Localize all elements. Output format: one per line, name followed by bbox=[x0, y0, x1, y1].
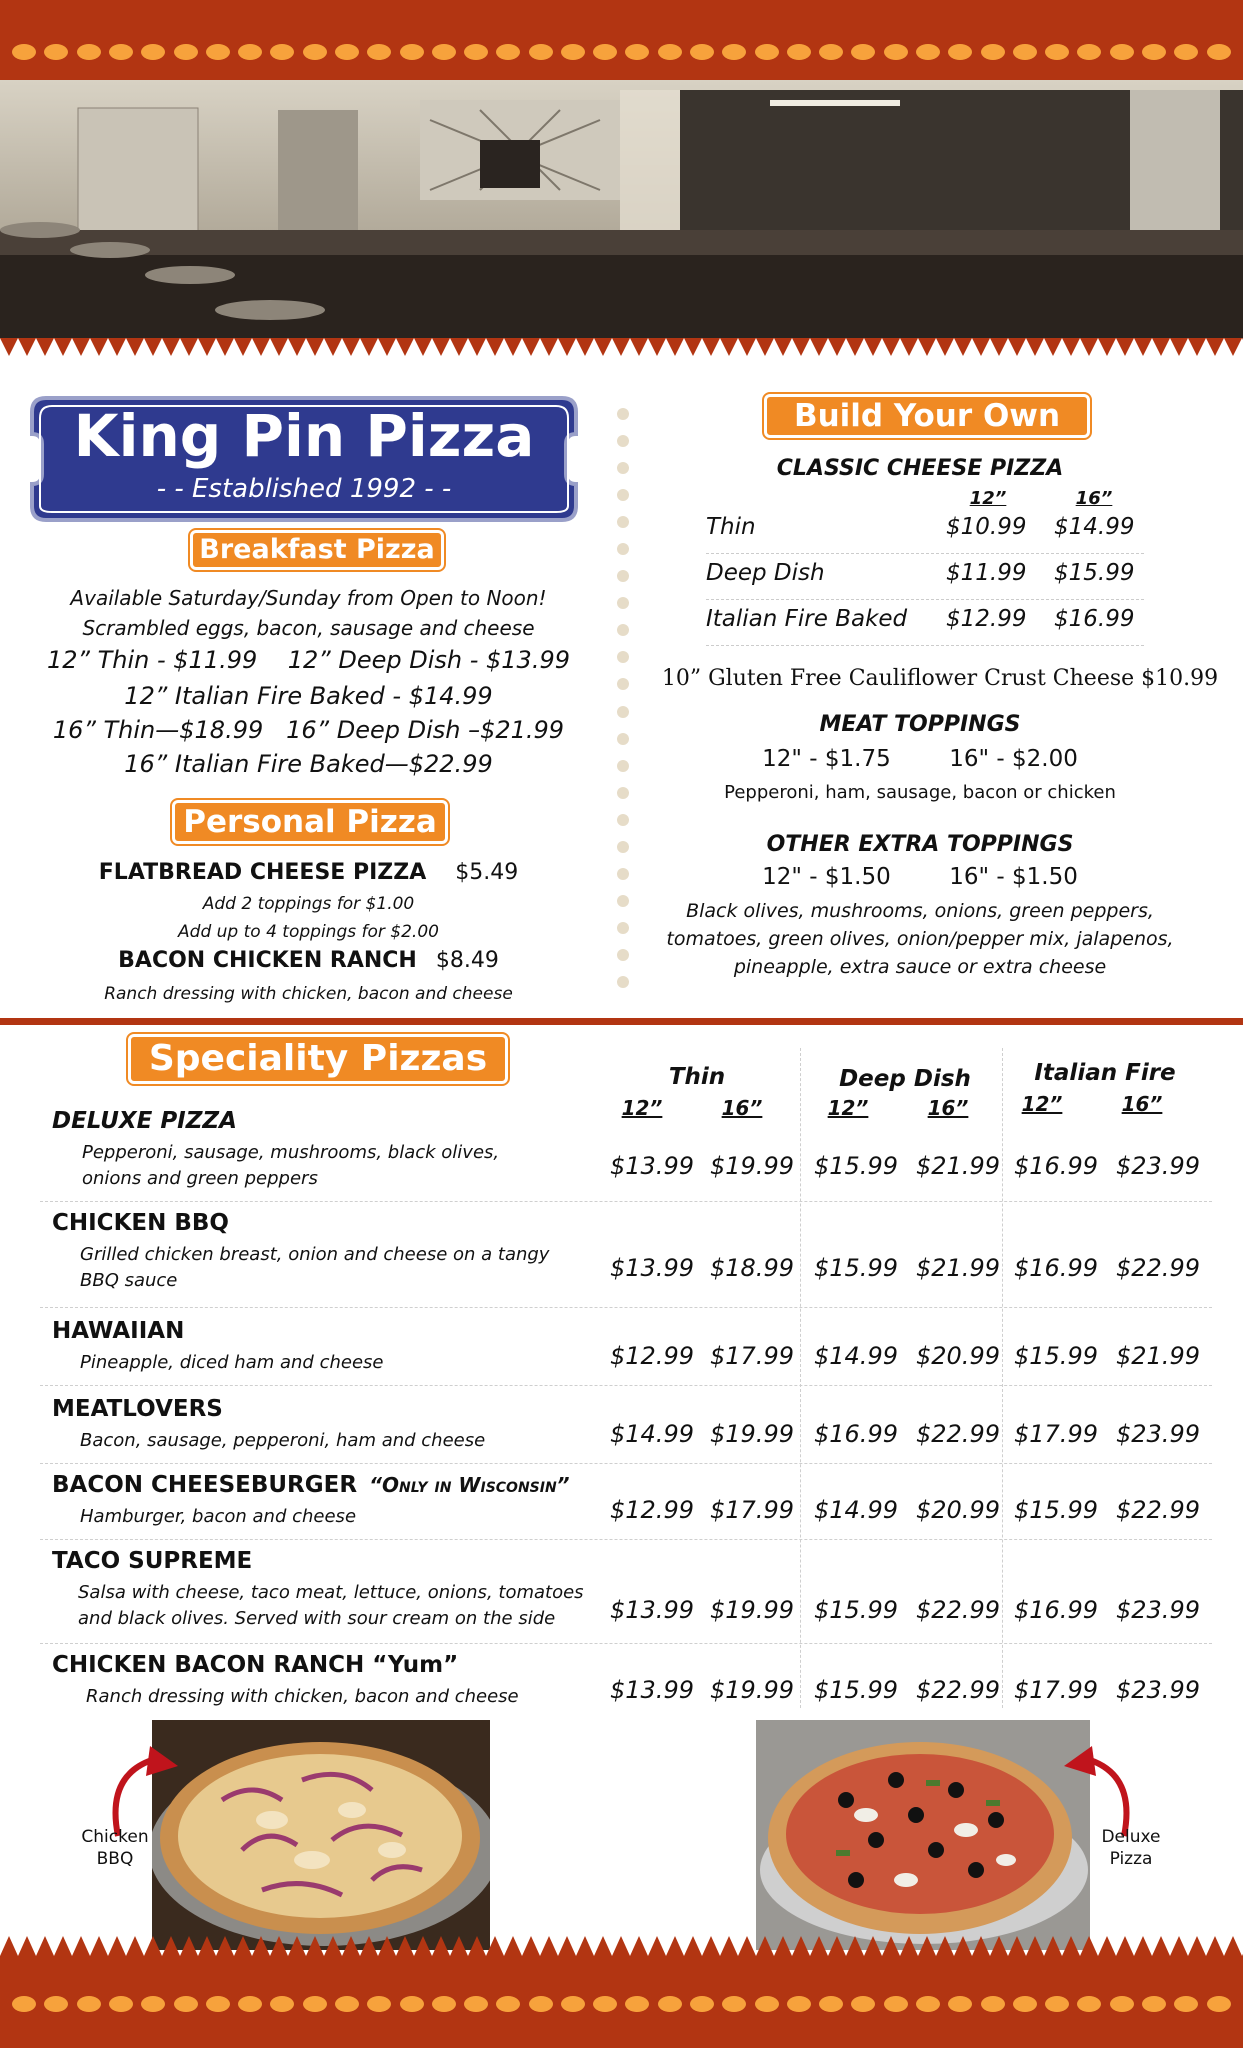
border-dot bbox=[1142, 44, 1166, 60]
border-dot bbox=[529, 44, 553, 60]
divider-dot bbox=[617, 733, 629, 745]
border-dot bbox=[174, 1996, 198, 2012]
border-dot bbox=[109, 44, 133, 60]
other-toppings-list-1: Black olives, mushrooms, onions, green peppers, bbox=[686, 900, 1154, 922]
border-dot bbox=[916, 44, 940, 60]
border-dot bbox=[916, 1996, 940, 2012]
pizza-price: $22.99 bbox=[916, 1596, 1000, 1624]
border-dot bbox=[755, 44, 779, 60]
border-dot bbox=[884, 1996, 908, 2012]
chicken-bbq-caption: Chicken BBQ bbox=[81, 1827, 149, 1869]
byo-col-16: 16” bbox=[1075, 488, 1113, 509]
border-dot bbox=[1110, 44, 1134, 60]
border-dot bbox=[722, 1996, 746, 2012]
zigzag-divider-top bbox=[0, 338, 1243, 366]
flatbread-name: FLATBREAD CHEESE PIZZA bbox=[98, 860, 427, 885]
speciality-row bbox=[40, 1464, 1212, 1540]
byo-row bbox=[706, 554, 1144, 600]
pizza-price: $17.99 bbox=[1014, 1676, 1098, 1704]
byo-row bbox=[706, 600, 1144, 646]
byo-price-16: $15.99 bbox=[1054, 560, 1135, 586]
border-dot bbox=[1142, 1996, 1166, 2012]
byo-price-12: $11.99 bbox=[946, 560, 1027, 586]
border-dot bbox=[1077, 44, 1101, 60]
pizza-name: HAWAIIAN bbox=[52, 1318, 185, 1344]
pizza-description: Ranch dressing with chicken, bacon and cheese bbox=[86, 1686, 519, 1707]
established-tagline: - - Established 1992 - - bbox=[156, 474, 452, 504]
bacon-chicken-ranch-price: $8.49 bbox=[435, 948, 499, 973]
personal-add-2-toppings: Add 2 toppings for $1.00 bbox=[202, 894, 415, 914]
size-12-header: 12” bbox=[621, 1096, 663, 1120]
border-dot bbox=[981, 1996, 1005, 2012]
border-dot bbox=[722, 44, 746, 60]
border-dot bbox=[496, 1996, 520, 2012]
border-dot bbox=[303, 1996, 327, 2012]
pizza-price: $19.99 bbox=[710, 1420, 794, 1448]
byo-col-12: 12” bbox=[969, 488, 1007, 509]
pizza-price: $17.99 bbox=[710, 1496, 794, 1524]
pizza-price: $23.99 bbox=[1116, 1596, 1200, 1624]
divider-dot bbox=[617, 841, 629, 853]
other-toppings-prices: 12" - $1.50 16" - $1.50 bbox=[762, 864, 1078, 890]
border-dot bbox=[44, 44, 68, 60]
border-dot bbox=[787, 1996, 811, 2012]
top-border-band bbox=[0, 0, 1243, 80]
border-dot bbox=[464, 44, 488, 60]
border-dot bbox=[432, 1996, 456, 2012]
other-toppings-list-3: pineapple, extra sauce or extra cheese bbox=[733, 956, 1107, 978]
bacon-chicken-ranch-line bbox=[0, 948, 617, 973]
border-dot bbox=[690, 1996, 714, 2012]
border-dot bbox=[367, 44, 391, 60]
border-dot bbox=[1174, 44, 1198, 60]
divider-dot bbox=[617, 787, 629, 799]
bacon-chicken-ranch-desc: Ranch dressing with chicken, bacon and cheese bbox=[104, 984, 513, 1004]
pizza-price: $17.99 bbox=[1014, 1420, 1098, 1448]
border-dot bbox=[755, 1996, 779, 2012]
border-dot bbox=[1077, 1996, 1101, 2012]
pizza-description: Hamburger, bacon and cheese bbox=[80, 1506, 357, 1527]
divider-dot bbox=[617, 624, 629, 636]
personal-pizza-badge: Personal Pizza bbox=[172, 800, 448, 844]
border-dot bbox=[1207, 44, 1231, 60]
pizza-name: MEATLOVERS bbox=[52, 1396, 223, 1422]
divider-dot bbox=[617, 408, 629, 420]
pizza-name: CHICKEN BACON RANCH “Yum” bbox=[52, 1652, 459, 1678]
border-dot bbox=[1174, 1996, 1198, 2012]
pizza-price: $19.99 bbox=[710, 1596, 794, 1624]
restaurant-name: King Pin Pizza bbox=[73, 402, 535, 470]
breakfast-prices-line4: 16” Italian Fire Baked—$22.99 bbox=[124, 750, 493, 778]
pizza-name: TACO SUPREME bbox=[52, 1548, 253, 1574]
border-dot bbox=[948, 1996, 972, 2012]
meat-toppings-prices: 12" - $1.75 16" - $2.00 bbox=[762, 746, 1078, 772]
border-dot bbox=[206, 1996, 230, 2012]
border-dot bbox=[819, 1996, 843, 2012]
divider-dot bbox=[617, 895, 629, 907]
pizza-name: DELUXE PIZZA bbox=[52, 1108, 237, 1134]
border-dot bbox=[270, 44, 294, 60]
divider-dot bbox=[617, 868, 629, 880]
chicken-bbq-photo bbox=[152, 1720, 490, 1950]
border-dot bbox=[787, 44, 811, 60]
flatbread-line bbox=[0, 860, 617, 885]
speciality-row bbox=[40, 1308, 1212, 1386]
breakfast-prices-line3: 16” Thin—$18.99 16” Deep Dish –$21.99 bbox=[52, 716, 565, 744]
border-dot bbox=[367, 1996, 391, 2012]
pizza-price: $23.99 bbox=[1116, 1676, 1200, 1704]
byo-price-16: $16.99 bbox=[1054, 606, 1135, 632]
meat-toppings-list: Pepperoni, ham, sausage, bacon or chicken bbox=[724, 782, 1116, 803]
border-dot bbox=[948, 44, 972, 60]
border-dot bbox=[238, 44, 262, 60]
breakfast-description: Scrambled eggs, bacon, sausage and cheese bbox=[82, 616, 535, 640]
border-dot bbox=[109, 1996, 133, 2012]
pizza-price: $22.99 bbox=[1116, 1496, 1200, 1524]
breakfast-pizza-badge: Breakfast Pizza bbox=[190, 530, 444, 570]
byo-price-12: $10.99 bbox=[946, 514, 1027, 540]
speciality-row bbox=[40, 1102, 1212, 1202]
border-dot bbox=[1013, 44, 1037, 60]
byo-price-16: $14.99 bbox=[1054, 514, 1135, 540]
byo-crust-name: Italian Fire Baked bbox=[706, 606, 908, 632]
pizza-price: $13.99 bbox=[610, 1596, 694, 1624]
border-dot bbox=[238, 1996, 262, 2012]
pizza-price: $22.99 bbox=[1116, 1254, 1200, 1282]
pizza-description: Pepperoni, sausage, mushrooms, black olives, bbox=[82, 1142, 500, 1163]
size-16-header: 16” bbox=[927, 1096, 969, 1120]
deluxe-pizza-photo bbox=[756, 1720, 1090, 1950]
pizza-price: $14.99 bbox=[610, 1420, 694, 1448]
byo-price-12: $12.99 bbox=[946, 606, 1027, 632]
pizza-price: $16.99 bbox=[1014, 1254, 1098, 1282]
border-dot bbox=[561, 44, 585, 60]
border-dot bbox=[270, 1996, 294, 2012]
deluxe-pizza-caption: Deluxe Pizza bbox=[1101, 1827, 1161, 1869]
meat-toppings-heading: MEAT TOPPINGS bbox=[819, 712, 1021, 737]
border-dot bbox=[174, 44, 198, 60]
pizza-price: $16.99 bbox=[1014, 1596, 1098, 1624]
border-dot bbox=[335, 44, 359, 60]
pizza-price: $15.99 bbox=[814, 1596, 898, 1624]
pizza-description-cont: and black olives. Served with sour cream on the side bbox=[78, 1608, 556, 1629]
pizza-price: $19.99 bbox=[710, 1152, 794, 1180]
border-dot bbox=[561, 1996, 585, 2012]
border-dot bbox=[593, 44, 617, 60]
pizza-price: $14.99 bbox=[814, 1342, 898, 1370]
divider-dot bbox=[617, 678, 629, 690]
bottom-border-band bbox=[0, 1956, 1243, 2048]
border-dot bbox=[432, 44, 456, 60]
column-divider bbox=[617, 408, 629, 988]
divider-dot bbox=[617, 462, 629, 474]
speciality-pizzas-badge: Speciality Pizzas bbox=[128, 1034, 508, 1084]
gluten-free-line: 10” Gluten Free Cauliflower Crust Cheese $10.99 bbox=[661, 666, 1219, 691]
border-dot bbox=[141, 44, 165, 60]
divider-dot bbox=[617, 760, 629, 772]
divider-dot bbox=[617, 516, 629, 528]
divider-dot bbox=[617, 922, 629, 934]
border-dot bbox=[303, 44, 327, 60]
border-dot bbox=[625, 44, 649, 60]
col-thin: Thin bbox=[668, 1064, 726, 1090]
border-dot bbox=[658, 44, 682, 60]
other-toppings-heading: OTHER EXTRA TOPPINGS bbox=[766, 832, 1074, 857]
border-dot bbox=[658, 1996, 682, 2012]
bacon-chicken-ranch-name: BACON CHICKEN RANCH bbox=[118, 948, 417, 973]
speciality-row bbox=[40, 1540, 1212, 1644]
pizza-price: $13.99 bbox=[610, 1676, 694, 1704]
pizza-description: Pineapple, diced ham and cheese bbox=[80, 1352, 384, 1373]
pizza-description-cont: onions and green peppers bbox=[82, 1168, 318, 1189]
pizza-price: $22.99 bbox=[916, 1420, 1000, 1448]
build-your-own-badge: Build Your Own bbox=[764, 394, 1090, 438]
border-dot bbox=[335, 1996, 359, 2012]
pizza-price: $21.99 bbox=[916, 1152, 1000, 1180]
pizza-name: BACON CHEESEBURGER “Only in Wisconsin” bbox=[52, 1472, 570, 1498]
divider-dot bbox=[617, 949, 629, 961]
pizza-price: $21.99 bbox=[1116, 1342, 1200, 1370]
border-dot bbox=[884, 44, 908, 60]
border-dot bbox=[593, 1996, 617, 2012]
divider-dot bbox=[617, 570, 629, 582]
size-12-header: 12” bbox=[827, 1096, 869, 1120]
pizza-price: $15.99 bbox=[1014, 1496, 1098, 1524]
col-deep-dish: Deep Dish bbox=[839, 1066, 971, 1092]
size-12-header: 12” bbox=[1021, 1092, 1063, 1116]
breakfast-availability: Available Saturday/Sunday from Open to Noon! bbox=[70, 586, 547, 610]
pizza-price: $13.99 bbox=[610, 1254, 694, 1282]
speciality-row bbox=[40, 1202, 1212, 1308]
border-dot bbox=[529, 1996, 553, 2012]
byo-row bbox=[706, 508, 1144, 554]
breakfast-prices-line1: 12” Thin - $11.99 12” Deep Dish - $13.99 bbox=[47, 646, 570, 674]
border-dot bbox=[819, 44, 843, 60]
pizza-price: $14.99 bbox=[814, 1496, 898, 1524]
classic-cheese-heading: CLASSIC CHEESE PIZZA bbox=[776, 456, 1064, 481]
size-16-header: 16” bbox=[721, 1096, 763, 1120]
pizza-description: Salsa with cheese, taco meat, lettuce, onions, tomatoes bbox=[78, 1582, 584, 1603]
border-dot bbox=[1045, 44, 1069, 60]
byo-crust-name: Thin bbox=[706, 514, 756, 540]
border-dot bbox=[625, 1996, 649, 2012]
border-dot bbox=[464, 1996, 488, 2012]
border-dot bbox=[1110, 1996, 1134, 2012]
pizza-price: $13.99 bbox=[610, 1152, 694, 1180]
border-dot bbox=[400, 1996, 424, 2012]
pizza-price: $21.99 bbox=[916, 1254, 1000, 1282]
border-dot bbox=[77, 1996, 101, 2012]
pizza-description: Bacon, sausage, pepperoni, ham and cheese bbox=[80, 1430, 486, 1451]
other-toppings-list-2: tomatoes, green olives, onion/pepper mix, jalapenos, bbox=[666, 928, 1174, 950]
pizza-price: $22.99 bbox=[916, 1676, 1000, 1704]
speciality-row bbox=[40, 1386, 1212, 1464]
pizza-price: $18.99 bbox=[710, 1254, 794, 1282]
pizza-price: $23.99 bbox=[1116, 1152, 1200, 1180]
pizza-price: $12.99 bbox=[610, 1342, 694, 1370]
divider-dot bbox=[617, 706, 629, 718]
col-italian-fire: Italian Fire bbox=[1034, 1060, 1176, 1086]
border-dot bbox=[1045, 1996, 1069, 2012]
pizza-price: $17.99 bbox=[710, 1342, 794, 1370]
byo-crust-name: Deep Dish bbox=[706, 560, 825, 586]
pizza-price: $16.99 bbox=[1014, 1152, 1098, 1180]
border-dot bbox=[496, 44, 520, 60]
breakfast-prices-line2: 12” Italian Fire Baked - $14.99 bbox=[124, 682, 493, 710]
border-dot bbox=[1013, 1996, 1037, 2012]
border-dot bbox=[981, 44, 1005, 60]
pizza-price: $15.99 bbox=[1014, 1342, 1098, 1370]
pizza-price: $23.99 bbox=[1116, 1420, 1200, 1448]
border-dot bbox=[851, 44, 875, 60]
pizza-price: $20.99 bbox=[916, 1496, 1000, 1524]
section-divider bbox=[0, 1018, 1243, 1025]
flatbread-price: $5.49 bbox=[455, 860, 519, 885]
pizza-tag: “Only in Wisconsin” bbox=[369, 1473, 570, 1497]
divider-dot bbox=[617, 597, 629, 609]
pizza-price: $15.99 bbox=[814, 1676, 898, 1704]
divider-dot bbox=[617, 814, 629, 826]
border-dot bbox=[851, 1996, 875, 2012]
pizza-price: $16.99 bbox=[814, 1420, 898, 1448]
border-dot bbox=[206, 44, 230, 60]
personal-add-4-toppings: Add up to 4 toppings for $2.00 bbox=[178, 922, 439, 942]
pizza-description: Grilled chicken breast, onion and cheese on a tangy bbox=[80, 1244, 550, 1265]
border-dot bbox=[400, 44, 424, 60]
pizza-name: CHICKEN BBQ bbox=[52, 1210, 229, 1236]
border-dot bbox=[690, 44, 714, 60]
divider-dot bbox=[617, 651, 629, 663]
pizza-price: $12.99 bbox=[610, 1496, 694, 1524]
size-16-header: 16” bbox=[1121, 1092, 1163, 1116]
border-dot bbox=[141, 1996, 165, 2012]
divider-dot bbox=[617, 543, 629, 555]
restaurant-photo bbox=[0, 80, 1243, 338]
border-dot bbox=[1207, 1996, 1231, 2012]
pizza-price: $15.99 bbox=[814, 1254, 898, 1282]
pizza-price: $19.99 bbox=[710, 1676, 794, 1704]
border-dot bbox=[44, 1996, 68, 2012]
speciality-row bbox=[40, 1644, 1212, 1718]
pizza-price: $20.99 bbox=[916, 1342, 1000, 1370]
border-dot bbox=[12, 1996, 36, 2012]
border-dot bbox=[77, 44, 101, 60]
divider-dot bbox=[617, 489, 629, 501]
divider-dot bbox=[617, 435, 629, 447]
border-dot bbox=[12, 44, 36, 60]
pizza-description-cont: BBQ sauce bbox=[80, 1270, 178, 1291]
zigzag-divider-bottom bbox=[0, 1928, 1243, 1956]
divider-dot bbox=[617, 976, 629, 988]
pizza-price: $15.99 bbox=[814, 1152, 898, 1180]
